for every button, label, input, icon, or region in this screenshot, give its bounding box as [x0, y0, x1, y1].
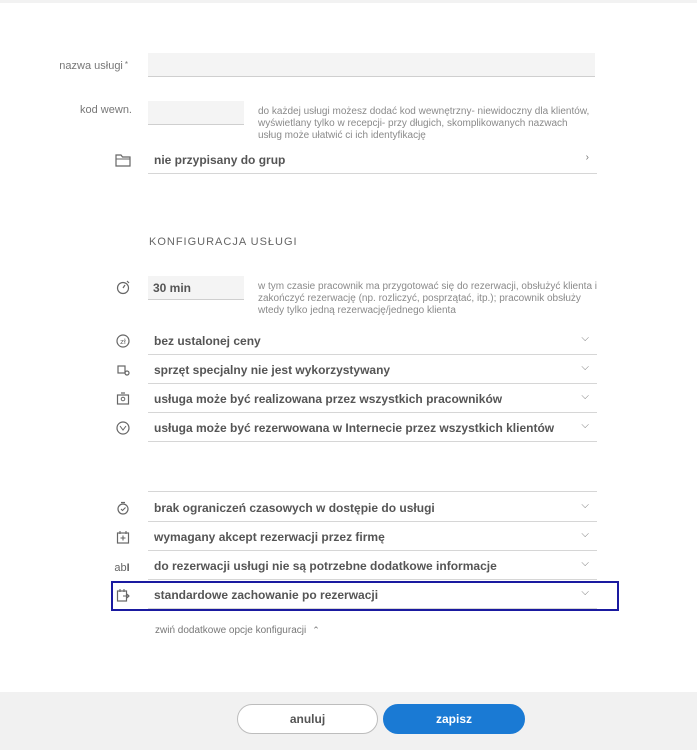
svg-text:zł: zł — [120, 338, 126, 346]
chevron-down-icon: ⌵ — [581, 362, 589, 373]
chevron-right-icon: › — [585, 152, 589, 163]
approval-icon — [114, 530, 132, 548]
duration-hint: w tym czasie pracownik ma przygotować się do rezerwacji, obsłużyć klienta i zakończyć rezerwację (np. rozliczyć, posprzątać, itp.); pracownik obsłuży wtedy tylko jedną rezerwację/jednego klienta — [258, 281, 598, 316]
internal-code-hint: do każdej usługi możesz dodać kod wewnętrzny- niewidoczny dla klientów, wyświetlany tylko w recepcji- przy długich, skomplikowanych nazwach usług może ułatwić ci ich identyfikację — [258, 106, 590, 141]
group-assignment-row[interactable] — [148, 146, 597, 174]
option-row-staff[interactable] — [148, 385, 597, 413]
internal-code-input[interactable] — [148, 101, 244, 125]
option-label-staff: usługa może być realizowana przez wszystkich pracowników — [154, 392, 503, 406]
option-row-additional-info[interactable] — [148, 552, 597, 580]
equipment-icon — [114, 363, 132, 381]
option-label-time-limit: brak ograniczeń czasowych w dostępie do usługi — [154, 501, 435, 515]
duration-input[interactable] — [148, 276, 244, 300]
group-assignment-label: nie przypisany do grup — [154, 153, 286, 167]
chevron-down-icon: ⌵ — [581, 420, 589, 431]
internal-code-label: kod wewn. — [80, 104, 132, 116]
text-input-icon: abI — [114, 562, 130, 574]
service-name-input[interactable] — [148, 53, 595, 77]
chevron-down-icon: ⌵ — [581, 333, 589, 344]
collapse-options-label: zwiń dodatkowe opcje konfiguracji — [155, 625, 307, 636]
save-button[interactable]: zapisz — [383, 704, 525, 734]
collapse-options-link[interactable] — [155, 625, 320, 636]
option-row-equipment[interactable] — [148, 356, 597, 384]
service-name-label — [20, 60, 128, 72]
top-divider — [0, 0, 697, 3]
time-limit-icon — [114, 501, 132, 519]
price-icon — [114, 334, 132, 352]
group2-top-divider — [148, 464, 597, 492]
option-row-approval[interactable] — [148, 523, 597, 551]
option-row-time-limit[interactable] — [148, 494, 597, 522]
folder-icon — [114, 153, 132, 171]
chevron-down-icon: ⌵ — [581, 558, 589, 569]
highlighted-row-frame — [111, 581, 619, 611]
required-mark: * — [124, 60, 128, 69]
internet-icon — [114, 421, 132, 439]
chevron-down-icon: ⌵ — [581, 500, 589, 511]
chevron-down-icon: ⌵ — [581, 587, 589, 598]
option-row-price[interactable] — [148, 327, 597, 355]
stopwatch-icon — [114, 279, 132, 297]
cancel-button[interactable]: anuluj — [237, 704, 378, 734]
chevron-down-icon: ⌵ — [581, 529, 589, 540]
service-name-label-text: nazwa usługi — [59, 60, 123, 72]
config-section-title: KONFIGURACJA USŁUGI — [149, 236, 298, 248]
option-label-additional-info: do rezerwacji usługi nie są potrzebne dodatkowe informacje — [154, 559, 497, 573]
option-label-price: bez ustalonej ceny — [154, 334, 261, 348]
chevron-down-icon: ⌵ — [581, 391, 589, 402]
option-label-equipment: sprzęt specjalny nie jest wykorzystywany — [154, 363, 391, 377]
staff-icon — [114, 392, 132, 410]
option-label-internet: usługa może być rezerwowana w Internecie przez wszystkich klientów — [154, 421, 555, 435]
duration-value: 30 min — [153, 281, 192, 295]
option-label-approval: wymagany akcept rezerwacji przez firmę — [154, 530, 385, 544]
option-label-after-booking: standardowe zachowanie po rezerwacji — [154, 588, 379, 602]
option-row-internet[interactable] — [148, 414, 597, 442]
chevron-up-icon: ⌃ — [312, 625, 320, 635]
